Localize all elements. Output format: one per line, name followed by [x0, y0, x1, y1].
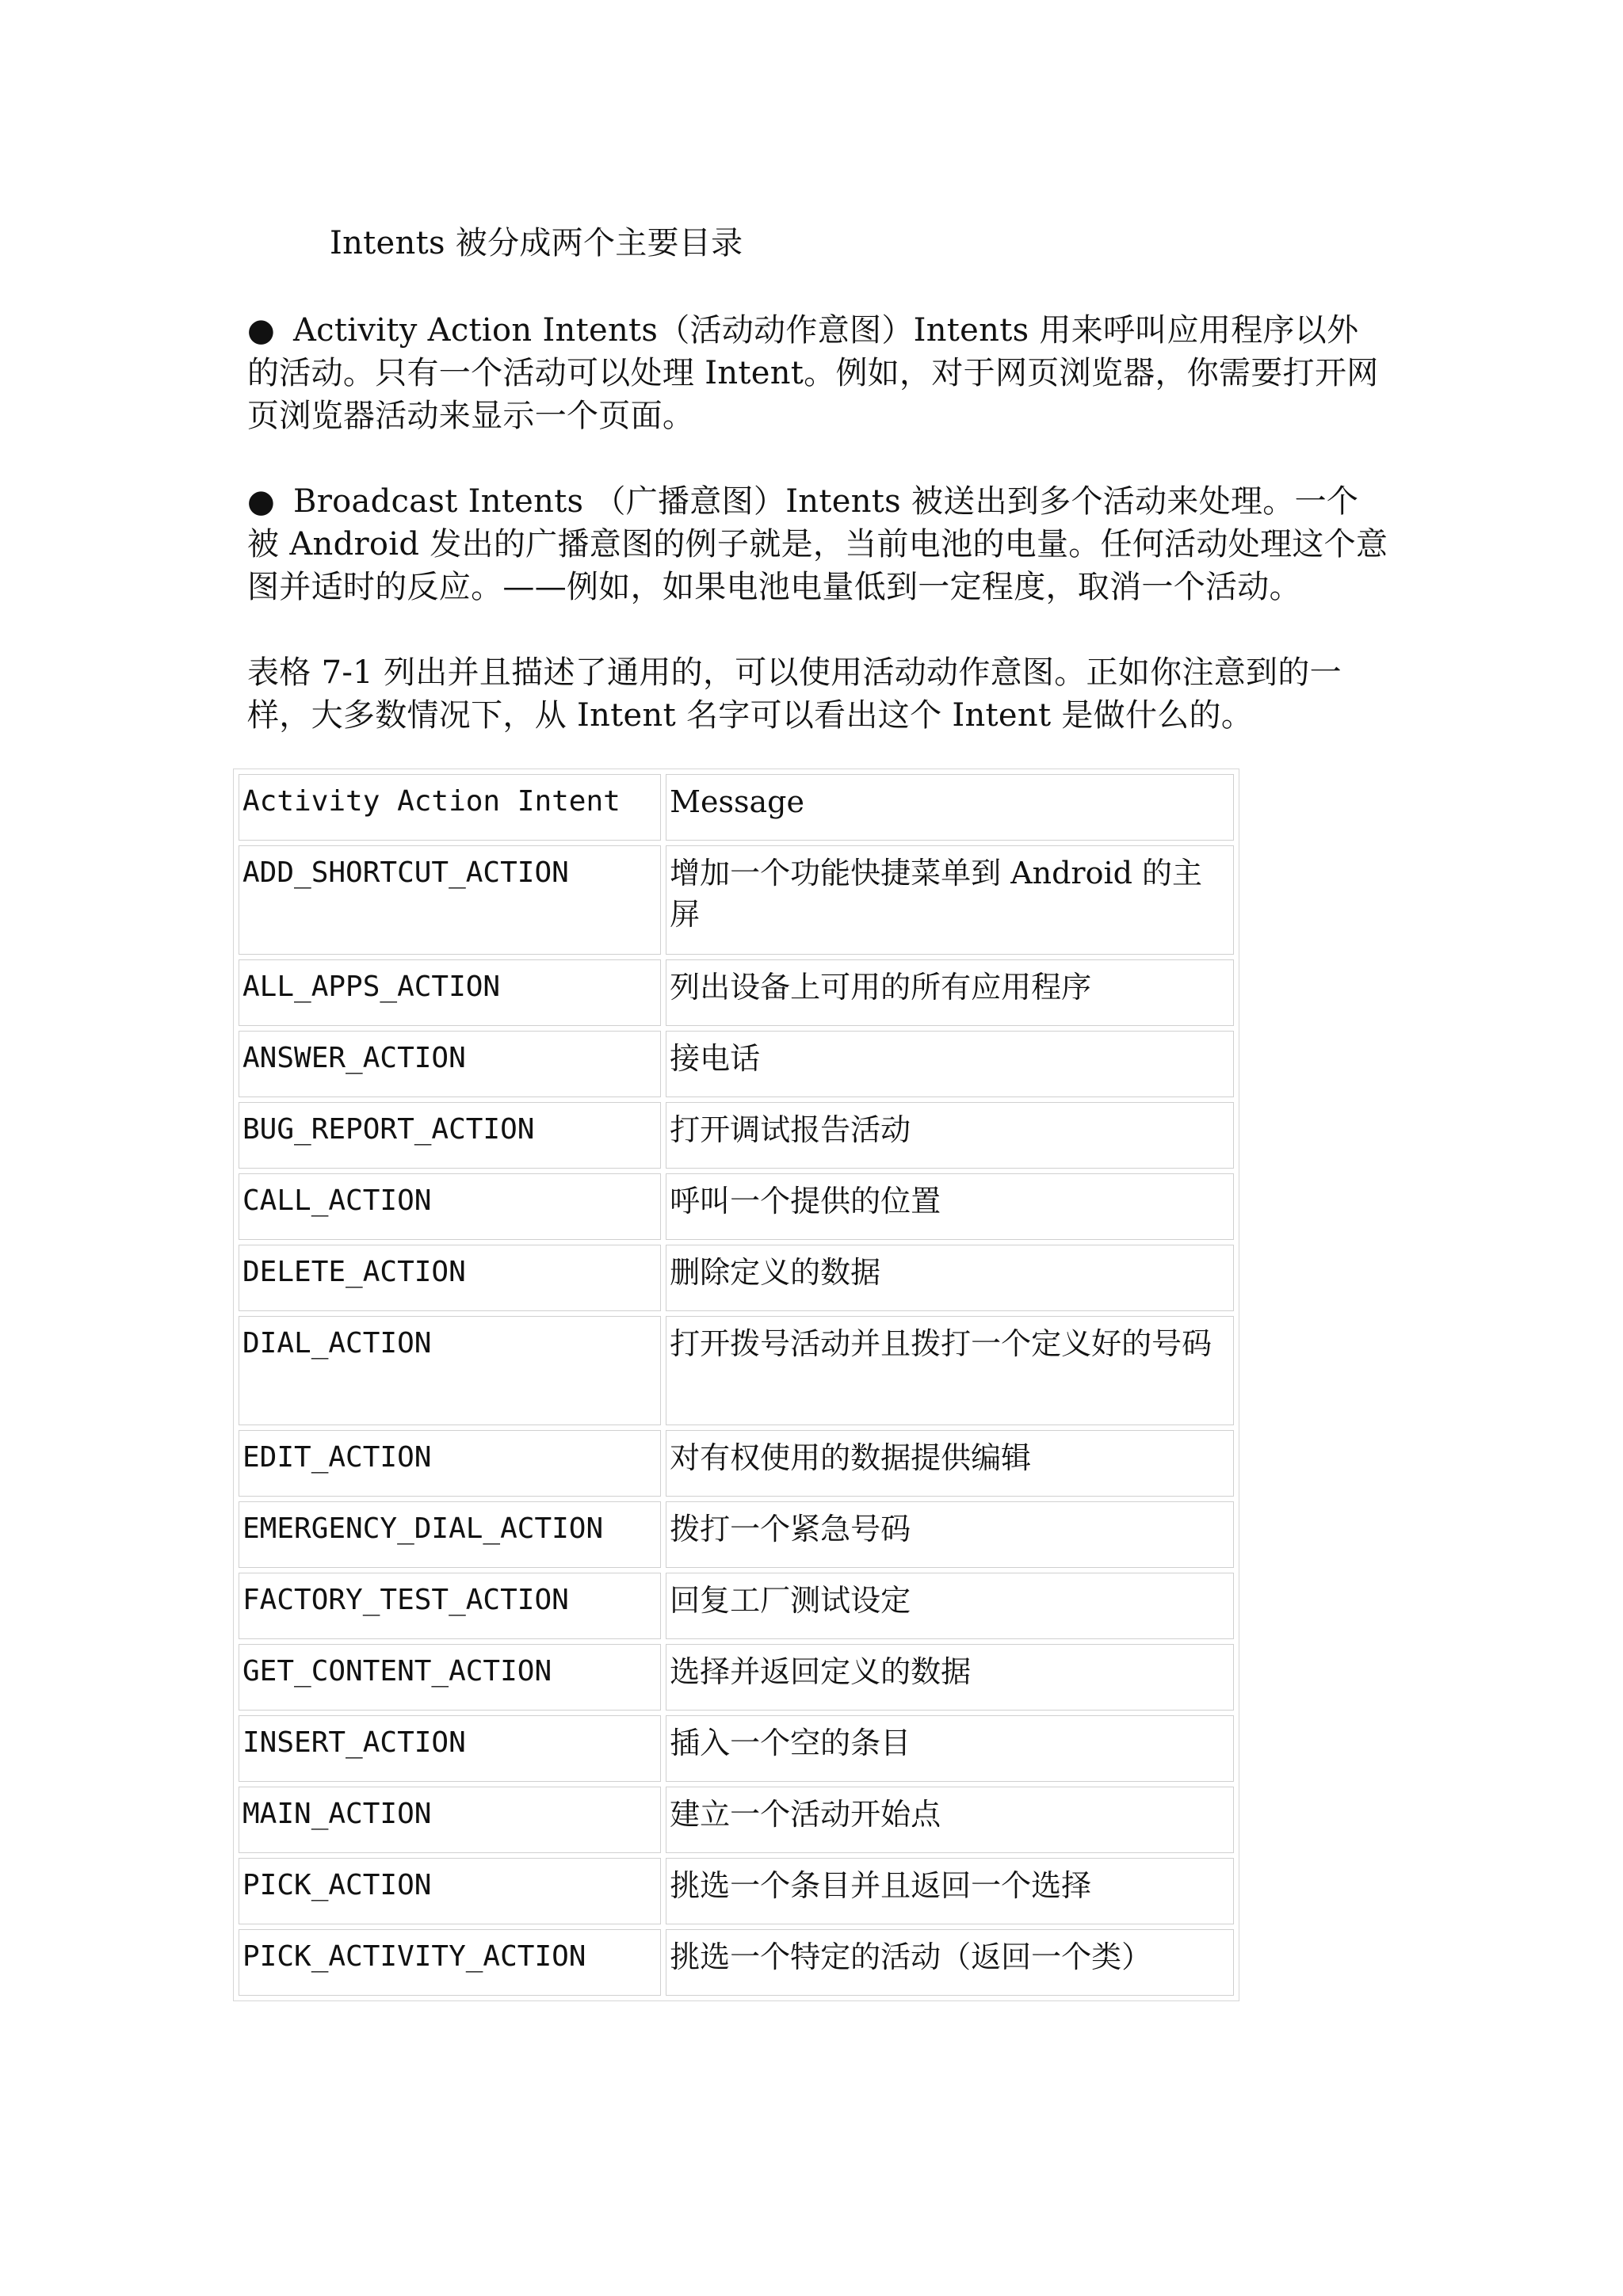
paragraph-activity-intents [247, 309, 1388, 437]
intent-message-cell: 拨打一个紧急号码 [666, 1501, 1234, 1568]
intent-message-cell: 挑选一个特定的活动（返回一个类） [666, 1929, 1234, 1996]
table-row [239, 1644, 1234, 1711]
intent-message-cell: 挑选一个条目并且返回一个选择 [666, 1858, 1234, 1924]
intent-name-cell: ADD_SHORTCUT_ACTION [239, 845, 661, 955]
intent-name-cell: INSERT_ACTION [239, 1715, 661, 1782]
intent-name-cell: EDIT_ACTION [239, 1430, 661, 1497]
section-heading: Intents 被分成两个主要目录 [330, 225, 743, 261]
intent-message-cell: 插入一个空的条目 [666, 1715, 1234, 1782]
paragraph-text: Activity Action Intents（活动动作意图）Intents 用来呼叫应用程序以外的活动。只有一个活动可以处理 Intent。例如，对于网页浏览器，你需要打开网页浏览器活动来显示一个页面。 [247, 312, 1379, 434]
table-row [239, 1858, 1234, 1924]
table-row [239, 1316, 1234, 1425]
intent-table-container [233, 769, 1239, 2001]
intent-message-cell: 回复工厂测试设定 [666, 1573, 1234, 1639]
table-row [239, 1245, 1234, 1311]
intent-message-cell: 删除定义的数据 [666, 1245, 1234, 1311]
intent-name-cell: PICK_ACTIVITY_ACTION [239, 1929, 661, 1996]
paragraph-broadcast-intents [247, 480, 1388, 608]
bullet-icon: ● [247, 483, 276, 520]
table-row [239, 959, 1234, 1026]
table-row [239, 845, 1234, 955]
table-row [239, 1929, 1234, 1996]
intent-name-cell: DIAL_ACTION [239, 1316, 661, 1425]
intent-name-cell: ANSWER_ACTION [239, 1031, 661, 1097]
intent-message-cell: 建立一个活动开始点 [666, 1787, 1234, 1853]
table-header-row [239, 774, 1234, 841]
table-row [239, 1173, 1234, 1240]
intent-name-cell: PICK_ACTION [239, 1858, 661, 1924]
table-row [239, 1573, 1234, 1639]
intent-name-cell: GET_CONTENT_ACTION [239, 1644, 661, 1711]
intent-name-cell: BUG_REPORT_ACTION [239, 1102, 661, 1169]
bullet-icon: ● [247, 312, 276, 349]
intent-name-cell: FACTORY_TEST_ACTION [239, 1573, 661, 1639]
table-row [239, 1715, 1234, 1782]
intent-name-cell: EMERGENCY_DIAL_ACTION [239, 1501, 661, 1568]
table-row [239, 1501, 1234, 1568]
table-row [239, 1430, 1234, 1497]
intent-name-cell: MAIN_ACTION [239, 1787, 661, 1853]
intent-message-cell: 选择并返回定义的数据 [666, 1644, 1234, 1711]
header-cell-message: Message [666, 774, 1234, 841]
intent-message-cell: 接电话 [666, 1031, 1234, 1097]
intent-name-cell: ALL_APPS_ACTION [239, 959, 661, 1026]
intent-message-cell: 打开拨号活动并且拨打一个定义好的号码 [666, 1316, 1234, 1425]
intent-message-cell: 呼叫一个提供的位置 [666, 1173, 1234, 1240]
paragraph-table-intro: 表格 7-1 列出并且描述了通用的，可以使用活动动作意图。正如你注意到的一样，大多数情况下，从 Intent 名字可以看出这个 Intent 是做什么的。 [247, 654, 1342, 734]
intent-message-cell: 打开调试报告活动 [666, 1102, 1234, 1169]
intent-message-cell: 列出设备上可用的所有应用程序 [666, 959, 1234, 1026]
header-cell-intent: Activity Action Intent [239, 774, 661, 841]
intent-table [234, 769, 1239, 2000]
table-row [239, 1102, 1234, 1169]
intent-name-cell: CALL_ACTION [239, 1173, 661, 1240]
table-row [239, 1031, 1234, 1097]
intent-name-cell: DELETE_ACTION [239, 1245, 661, 1311]
paragraph-text: Broadcast Intents （广播意图）Intents 被送出到多个活动来处理。一个被 Android 发出的广播意图的例子就是，当前电池的电量。任何活动处理这个意图并适时的反应。——例如，如果电池电量低到一定程度，取消一个活动。 [247, 483, 1388, 605]
intent-message-cell: 增加一个功能快捷菜单到 Android 的主屏 [666, 845, 1234, 955]
intent-message-cell: 对有权使用的数据提供编辑 [666, 1430, 1234, 1497]
table-row [239, 1787, 1234, 1853]
